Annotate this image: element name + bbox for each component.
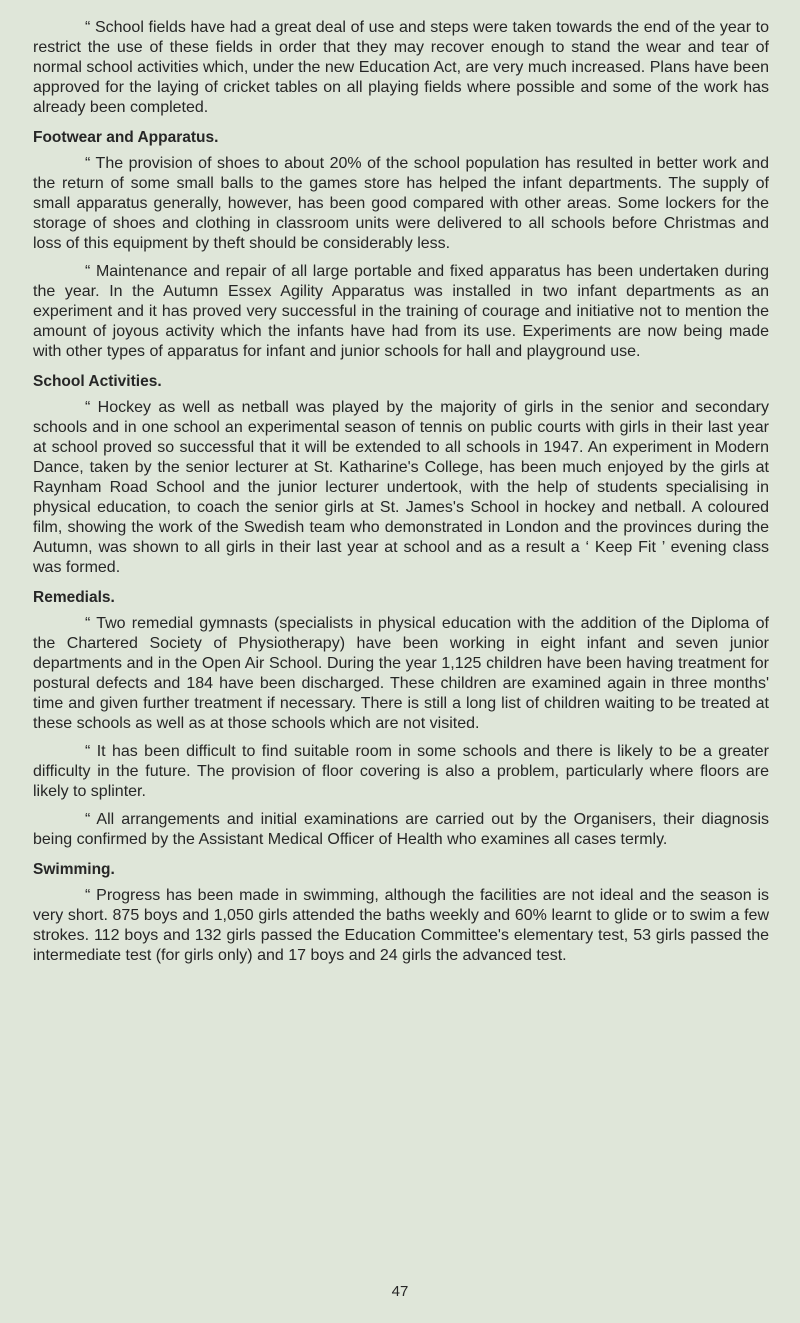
remedials-heading: Remedials. bbox=[33, 589, 115, 606]
remedials-paragraph-1: “ Two remedial gymnasts (specialists in physical education with the addition of the Diploma of the Chartered Society of Physiotherapy) have been working in eight infant and seven junior departments and in the Open Air School. During the year 1,125 children have been having treatment for postural defects and 184 have been discharged. These children are examined again in three months' time and given further treatment if necessary. There is still a long list of children waiting to be treated at these schools as well as at those schools which are not visited. bbox=[33, 615, 769, 732]
swimming-paragraph-1: “ Progress has been made in swimming, although the facilities are not ideal and the season is very short. 875 boys and 1,050 girls attended the baths weekly and 60% learnt to glide or to swim a few strokes. 112 boys and 132 girls passed the Education Committee's elementary test, 53 girls passed the intermediate test (for girls only) and 17 boys and 24 girls the advanced test. bbox=[33, 887, 769, 964]
activities-heading: School Activities. bbox=[33, 373, 162, 390]
footwear-heading: Footwear and Apparatus. bbox=[33, 129, 219, 146]
remedials-paragraph-3: “ All arrangements and initial examinations are carried out by the Organisers, their diagnosis being confirmed by the Assistant Medical Officer of Health who examines all cases termly. bbox=[33, 811, 769, 848]
intro-paragraph: “ School fields have had a great deal of use and steps were taken towards the end of the year to restrict the use of these fields in order that they may recover enough to stand the wear and tear of normal school activities which, under the new Education Act, are very much increased. Plans have been approved for the laying of cricket tables on all playing fields where possible and some of the work has already been completed. bbox=[33, 19, 769, 116]
footwear-paragraph-1: “ The provision of shoes to about 20% of the school population has resulted in better work and the return of some small balls to the games store has helped the infant departments. The supply of small apparatus generally, however, has been good compared with other areas. Some lockers for the storage of shoes and clothing in classroom units were delivered to all schools before Christmas and loss of this equipment by theft should be considerably less. bbox=[33, 155, 769, 252]
document-page bbox=[33, 18, 769, 974]
activities-paragraph-1: “ Hockey as well as netball was played by the majority of girls in the senior and secondary schools and in one school an experimental season of tennis on public courts with girls in their last year at school proved so successful that it will be extended to all schools in 1947. An experiment in Modern Dance, taken by the senior lecturer at St. Katharine's College, has been much enjoyed by the girls at Raynham Road School and the junior lecturer undertook, with the help of students specialising in physical education, to coach the senior girls at St. James's School in hockey and netball. A coloured film, showing the work of the Swedish team who demonstrated in London and the provinces during the Autumn, was shown to all girls in their last year at school and as a result a ‘ Keep Fit ’ evening class was formed. bbox=[33, 399, 769, 576]
swimming-heading: Swimming. bbox=[33, 861, 115, 878]
page-number: 47 bbox=[391, 1283, 409, 1300]
footwear-paragraph-2: “ Maintenance and repair of all large portable and fixed apparatus has been undertaken during the year. In the Autumn Essex Agility Apparatus was installed in two infant departments as an experiment and it has proved very successful in the training of courage and initiative not to mention the amount of joyous activity which the infants have had from its use. Experiments are now being made with other types of apparatus for infant and junior schools for hall and playground use. bbox=[33, 263, 769, 360]
remedials-paragraph-2: “ It has been difficult to find suitable room in some schools and there is likely to be a greater difficulty in the future. The provision of floor covering is also a problem, particularly where floors are likely to splinter. bbox=[33, 743, 769, 800]
